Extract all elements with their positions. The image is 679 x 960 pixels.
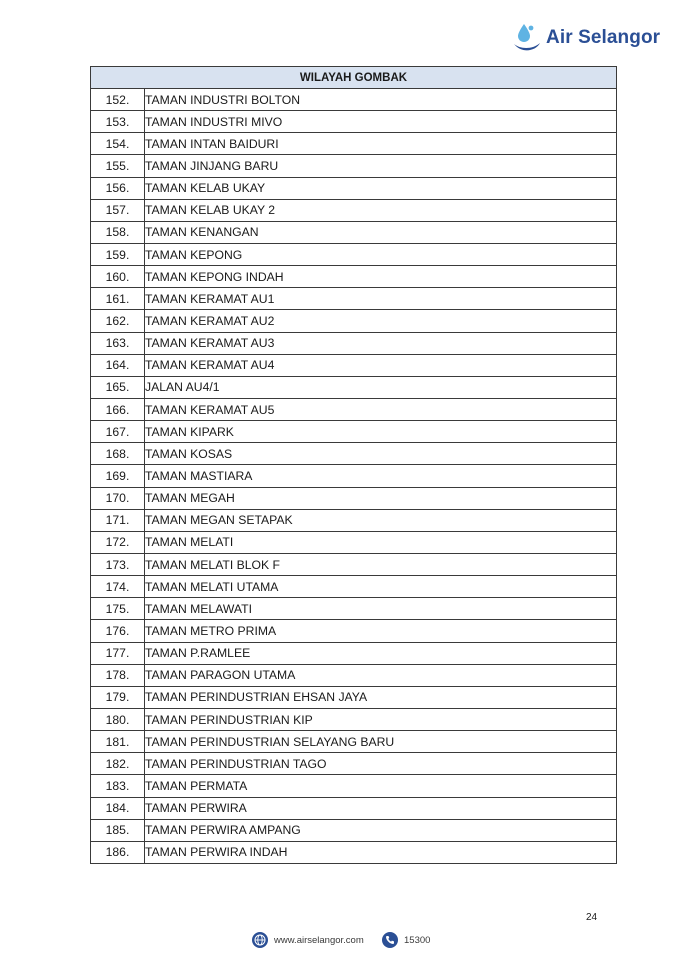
row-number: 167.: [91, 421, 145, 443]
table-row: [91, 421, 617, 443]
row-number: 181.: [91, 731, 145, 753]
area-name: TAMAN INDUSTRI BOLTON: [145, 89, 617, 111]
table-row: [91, 111, 617, 133]
area-name: TAMAN KEPONG: [145, 243, 617, 265]
table-row: [91, 708, 617, 730]
table-row: [91, 664, 617, 686]
area-name: TAMAN KERAMAT AU3: [145, 332, 617, 354]
table-row: [91, 199, 617, 221]
row-number: 185.: [91, 819, 145, 841]
table-row: [91, 775, 617, 797]
row-number: 178.: [91, 664, 145, 686]
row-number: 172.: [91, 531, 145, 553]
table-row: [91, 642, 617, 664]
footer-website[interactable]: [252, 932, 364, 948]
area-name: TAMAN KERAMAT AU4: [145, 354, 617, 376]
area-name: TAMAN KERAMAT AU2: [145, 310, 617, 332]
phone-text: 15300: [404, 934, 431, 946]
row-number: 173.: [91, 553, 145, 575]
row-number: 177.: [91, 642, 145, 664]
table-row: [91, 553, 617, 575]
row-number: 175.: [91, 598, 145, 620]
row-number: 169.: [91, 465, 145, 487]
table-row: [91, 89, 617, 111]
table-row: [91, 509, 617, 531]
area-name: TAMAN PERMATA: [145, 775, 617, 797]
footer-phone[interactable]: [382, 932, 430, 948]
area-name: TAMAN JINJANG BARU: [145, 155, 617, 177]
row-number: 168.: [91, 443, 145, 465]
row-number: 160.: [91, 266, 145, 288]
area-name: TAMAN KIPARK: [145, 421, 617, 443]
table-row: [91, 155, 617, 177]
area-name: TAMAN INTAN BAIDURI: [145, 133, 617, 155]
area-name: TAMAN PERINDUSTRIAN SELAYANG BARU: [145, 731, 617, 753]
area-table: [90, 66, 617, 864]
table-row: [91, 288, 617, 310]
area-name: TAMAN PERWIRA AMPANG: [145, 819, 617, 841]
row-number: 166.: [91, 398, 145, 420]
brand-name: Air Selangor: [546, 27, 661, 48]
table-header-row: [91, 67, 617, 89]
table-row: [91, 576, 617, 598]
area-name: TAMAN MELATI BLOK F: [145, 553, 617, 575]
area-name: TAMAN KELAB UKAY: [145, 177, 617, 199]
row-number: 183.: [91, 775, 145, 797]
row-number: 163.: [91, 332, 145, 354]
region-header: WILAYAH GOMBAK: [91, 67, 617, 89]
area-name: TAMAN PERINDUSTRIAN EHSAN JAYA: [145, 686, 617, 708]
table-row: [91, 531, 617, 553]
row-number: 154.: [91, 133, 145, 155]
table-row: [91, 753, 617, 775]
area-name: TAMAN KENANGAN: [145, 221, 617, 243]
row-number: 156.: [91, 177, 145, 199]
area-name: TAMAN MEGAN SETAPAK: [145, 509, 617, 531]
table-row: [91, 221, 617, 243]
table-row: [91, 620, 617, 642]
area-name: TAMAN PERWIRA: [145, 797, 617, 819]
row-number: 176.: [91, 620, 145, 642]
row-number: 162.: [91, 310, 145, 332]
row-number: 170.: [91, 487, 145, 509]
area-name: TAMAN PERINDUSTRIAN TAGO: [145, 753, 617, 775]
area-name: TAMAN INDUSTRI MIVO: [145, 111, 617, 133]
area-name: TAMAN KERAMAT AU1: [145, 288, 617, 310]
area-name: TAMAN MEGAH: [145, 487, 617, 509]
table-row: [91, 686, 617, 708]
table-row: [91, 797, 617, 819]
table-row: [91, 841, 617, 863]
table-row: [91, 598, 617, 620]
row-number: 158.: [91, 221, 145, 243]
area-name: TAMAN MASTIARA: [145, 465, 617, 487]
area-name: TAMAN KOSAS: [145, 443, 617, 465]
row-number: 186.: [91, 841, 145, 863]
water-drop-logo-icon: [512, 22, 542, 54]
row-number: 153.: [91, 111, 145, 133]
table-row: [91, 266, 617, 288]
area-name: TAMAN P.RAMLEE: [145, 642, 617, 664]
footer: [0, 932, 679, 950]
row-number: 179.: [91, 686, 145, 708]
table-row: [91, 376, 617, 398]
area-name: TAMAN KERAMAT AU5: [145, 398, 617, 420]
area-name: TAMAN MELATI UTAMA: [145, 576, 617, 598]
row-number: 182.: [91, 753, 145, 775]
area-name: TAMAN MELAWATI: [145, 598, 617, 620]
table-row: [91, 354, 617, 376]
row-number: 161.: [91, 288, 145, 310]
brand-logo: [512, 22, 660, 54]
table-row: [91, 443, 617, 465]
table-row: [91, 133, 617, 155]
area-name: TAMAN KELAB UKAY 2: [145, 199, 617, 221]
row-number: 164.: [91, 354, 145, 376]
globe-icon: [252, 932, 268, 948]
area-name: TAMAN METRO PRIMA: [145, 620, 617, 642]
area-name: TAMAN KEPONG INDAH: [145, 266, 617, 288]
row-number: 157.: [91, 199, 145, 221]
area-name: TAMAN PERINDUSTRIAN KIP: [145, 708, 617, 730]
table-row: [91, 731, 617, 753]
area-name: TAMAN MELATI: [145, 531, 617, 553]
row-number: 152.: [91, 89, 145, 111]
page-number: 24: [586, 912, 598, 923]
table-row: [91, 465, 617, 487]
row-number: 165.: [91, 376, 145, 398]
row-number: 155.: [91, 155, 145, 177]
area-name: TAMAN PARAGON UTAMA: [145, 664, 617, 686]
area-name: TAMAN PERWIRA INDAH: [145, 841, 617, 863]
table-row: [91, 487, 617, 509]
row-number: 171.: [91, 509, 145, 531]
row-number: 174.: [91, 576, 145, 598]
row-number: 159.: [91, 243, 145, 265]
table-row: [91, 177, 617, 199]
table-row: [91, 332, 617, 354]
table-row: [91, 243, 617, 265]
area-name: JALAN AU4/1: [145, 376, 617, 398]
table-row: [91, 398, 617, 420]
website-text: www.airselangor.com: [274, 934, 364, 946]
table-row: [91, 310, 617, 332]
row-number: 184.: [91, 797, 145, 819]
phone-icon: [382, 932, 398, 948]
table-row: [91, 819, 617, 841]
row-number: 180.: [91, 708, 145, 730]
